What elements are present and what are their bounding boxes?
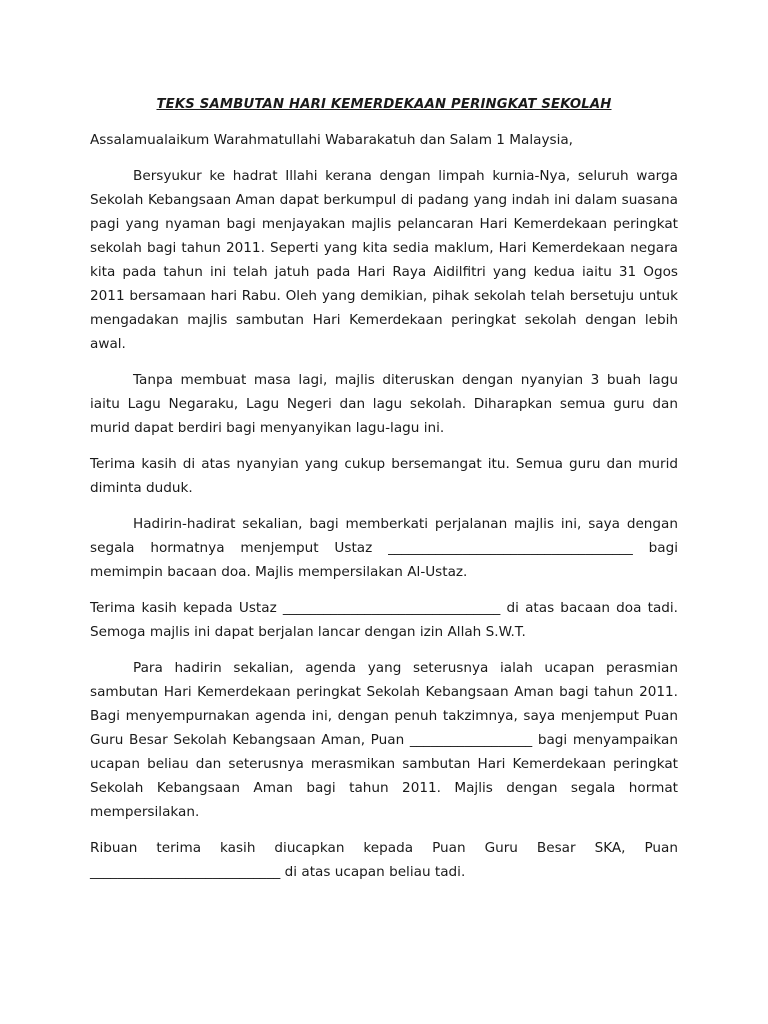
speech-invite-paragraph: Para hadirin sekalian, agenda yang seterusnya ialah ucapan perasmian sambutan Hari Kemerdekaan peringkat Sekolah Kebangsaan Aman bagi tahun 2011. Bagi menyempurnakan agenda ini, dengan penuh takzimnya, saya menjemput Puan Guru Besar Sekolah Kebangsaan Aman, Puan __________________ bagi menyampaikan ucapan beliau dan seterusnya merasmikan sambutan Hari Kemerdekaan peringkat Sekolah Kebangsaan Aman bagi tahun 2011. Majlis dengan segala hormat mempersilakan. bbox=[90, 660, 678, 820]
thanks-singing-paragraph: Terima kasih di atas nyanyian yang cukup bersemangat itu. Semua guru dan murid diminta duduk. bbox=[90, 456, 678, 496]
document-title: TEKS SAMBUTAN HARI KEMERDEKAAN PERINGKAT SEKOLAH bbox=[156, 97, 612, 112]
document-page bbox=[90, 93, 678, 896]
anthem-paragraph: Tanpa membuat masa lagi, majlis diteruskan dengan nyanyian 3 buah lagu iaitu Lagu Negaraku, Lagu Negeri dan lagu sekolah. Diharapkan semua guru dan murid dapat berdiri bagi menyanyikan lagu-lagu ini. bbox=[90, 372, 678, 436]
prayer-invite-paragraph: Hadirin-hadirat sekalian, bagi memberkati perjalanan majlis ini, saya dengan segala hormatnya menjemput Ustaz ____________________________________ bagi memimpin bacaan doa. Majlis mempersilakan Al-Ustaz. bbox=[90, 516, 678, 580]
greeting-paragraph: Assalamualaikum Warahmatullahi Wabarakatuh dan Salam 1 Malaysia, bbox=[90, 132, 573, 148]
speech-thanks-paragraph: Ribuan terima kasih diucapkan kepada Puan Guru Besar SKA, Puan ____________________________ di atas ucapan beliau tadi. bbox=[90, 840, 678, 880]
prayer-thanks-paragraph: Terima kasih kepada Ustaz ________________________________ di atas bacaan doa tadi. Semoga majlis ini dapat berjalan lancar dengan izin Allah S.W.T. bbox=[90, 600, 678, 640]
opening-paragraph: Bersyukur ke hadrat Illahi kerana dengan limpah kurnia-Nya, seluruh warga Sekolah Kebangsaan Aman dapat berkumpul di padang yang indah ini dalam suasana pagi yang nyaman bagi menjayakan majlis pelancaran Hari Kemerdekaan peringkat sekolah bagi tahun 2011. Seperti yang kita sedia maklum, Hari Kemerdekaan negara kita pada tahun ini telah jatuh pada Hari Raya Aidilfitri yang kedua iaitu 31 Ogos 2011 bersamaan hari Rabu. Oleh yang demikian, pihak sekolah telah bersetuju untuk mengadakan majlis sambutan Hari Kemerdekaan peringkat sekolah dengan lebih awal. bbox=[90, 168, 678, 352]
